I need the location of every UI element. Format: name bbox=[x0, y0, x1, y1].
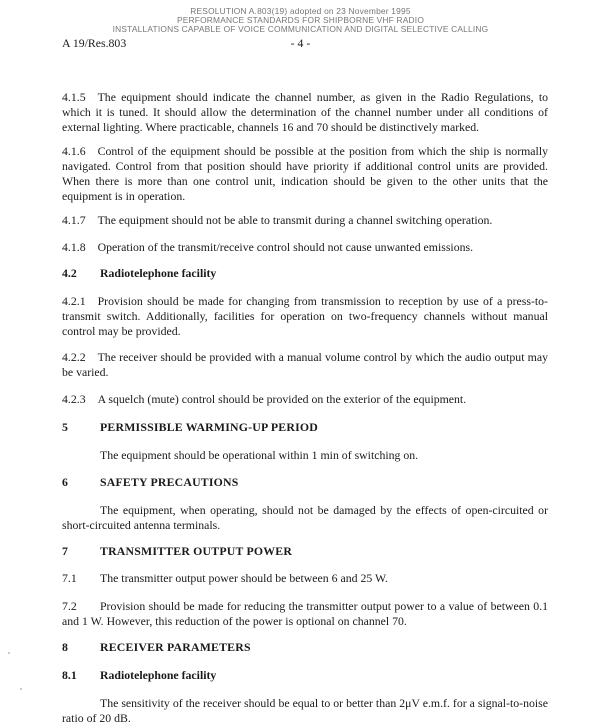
paragraph-number: 4.1.8 bbox=[62, 240, 86, 254]
paragraph-6 bbox=[62, 503, 548, 533]
paragraph-4-1-7 bbox=[62, 213, 548, 228]
heading-number: 6 bbox=[62, 475, 69, 489]
paragraph-number: 4.1.7 bbox=[62, 213, 86, 227]
heading-8-1 bbox=[62, 668, 216, 683]
standard-subtitle-header: INSTALLATIONS CAPABLE OF VOICE COMMUNICATION AND DIGITAL SELECTIVE CALLING bbox=[112, 24, 489, 34]
paragraph-text: The equipment should not be able to transmit during a channel switching operation. bbox=[97, 213, 493, 227]
paragraph-7-2 bbox=[62, 599, 548, 629]
heading-number: 8.1 bbox=[62, 668, 77, 682]
heading-number: 8 bbox=[62, 640, 69, 654]
heading-title: Radiotelephone facility bbox=[100, 668, 217, 682]
paragraph-4-1-8 bbox=[62, 240, 548, 255]
paragraph-text: The transmitter output power should be between 6 and 25 W. bbox=[100, 571, 388, 585]
heading-title: RECEIVER PARAMETERS bbox=[100, 640, 251, 654]
paragraph-text: The receiver should be provided with a manual volume control by which the audio output may be varied. bbox=[62, 350, 548, 379]
document-reference: A 19/Res.803 bbox=[62, 36, 127, 50]
heading-title: TRANSMITTER OUTPUT POWER bbox=[100, 544, 293, 558]
paragraph-text: The equipment, when operating, should not be damaged by the effects of open-circuited or short-circuited antenna terminals. bbox=[62, 503, 548, 532]
paragraph-4-2-3 bbox=[62, 392, 548, 407]
paragraph-7-1 bbox=[62, 571, 548, 586]
paragraph-4-2-1 bbox=[62, 294, 548, 339]
page-number: - 4 - bbox=[290, 36, 311, 50]
paragraph-4-1-6 bbox=[62, 144, 548, 204]
paragraph-text: Control of the equipment should be possible at the position from which the ship is normally navigated. Control from that position should have priority if additional control units are provided. When there is more than one control unit, indication should be given to the other units that the equipment is in operation. bbox=[62, 144, 548, 203]
paragraph-number: 4.2.2 bbox=[62, 350, 86, 364]
paragraph-text: Operation of the transmit/receive control should not cause unwanted emissions. bbox=[97, 240, 474, 254]
heading-8 bbox=[62, 640, 251, 655]
paragraph-number: 7.2 bbox=[62, 599, 77, 613]
paragraph-text: Provision should be made for changing from transmission to reception by use of a press-to-transmit switch. Additionally, facilities for operation on two-frequency channels without manual control may be provided. bbox=[62, 294, 548, 338]
paragraph-text: The equipment should indicate the channel number, as given in the Radio Regulations, to which it is tuned. It should allow the determination of the channel number under all conditions of external lighting. Where practicable, channels 16 and 70 should be distinctively marked. bbox=[62, 90, 548, 134]
heading-title: SAFETY PRECAUTIONS bbox=[100, 475, 239, 489]
paragraph-number: 4.1.6 bbox=[62, 144, 86, 158]
heading-5 bbox=[62, 420, 318, 435]
paragraph-text: The sensitivity of the receiver should be equal to or better than 2μV e.m.f. for a signal-to-noise ratio of 20 dB. bbox=[62, 696, 548, 725]
paragraph-text: The equipment should be operational within 1 min of switching on. bbox=[100, 448, 419, 462]
heading-6 bbox=[62, 475, 239, 490]
paragraph-text: A squelch (mute) control should be provided on the exterior of the equipment. bbox=[97, 392, 467, 406]
standard-title-header: PERFORMANCE STANDARDS FOR SHIPBORNE VHF RADIO bbox=[176, 15, 425, 25]
paragraph-5 bbox=[62, 448, 548, 463]
paragraph-8-1 bbox=[62, 696, 548, 726]
paragraph-number: 4.1.5 bbox=[62, 90, 86, 104]
heading-title: Radiotelephone facility bbox=[100, 266, 217, 280]
heading-7 bbox=[62, 544, 292, 559]
paragraph-4-2-2 bbox=[62, 350, 548, 380]
paragraph-number: 4.2.3 bbox=[62, 392, 86, 406]
paragraph-number: 7.1 bbox=[62, 571, 77, 585]
scan-speck bbox=[20, 688, 22, 690]
heading-4-2 bbox=[62, 266, 216, 281]
heading-title: PERMISSIBLE WARMING-UP PERIOD bbox=[100, 420, 318, 434]
heading-number: 7 bbox=[62, 544, 69, 558]
paragraph-text: Provision should be made for reducing the transmitter output power to a value of between 0.1 and 1 W. However, this reduction of the power is optional on channel 70. bbox=[62, 599, 548, 628]
scan-speck bbox=[8, 652, 10, 654]
heading-number: 5 bbox=[62, 420, 69, 434]
heading-number: 4.2 bbox=[62, 266, 77, 280]
paragraph-number: 4.2.1 bbox=[62, 294, 86, 308]
resolution-header: RESOLUTION A.803(19) adopted on 23 November 1995 bbox=[190, 6, 411, 16]
paragraph-4-1-5 bbox=[62, 90, 548, 135]
